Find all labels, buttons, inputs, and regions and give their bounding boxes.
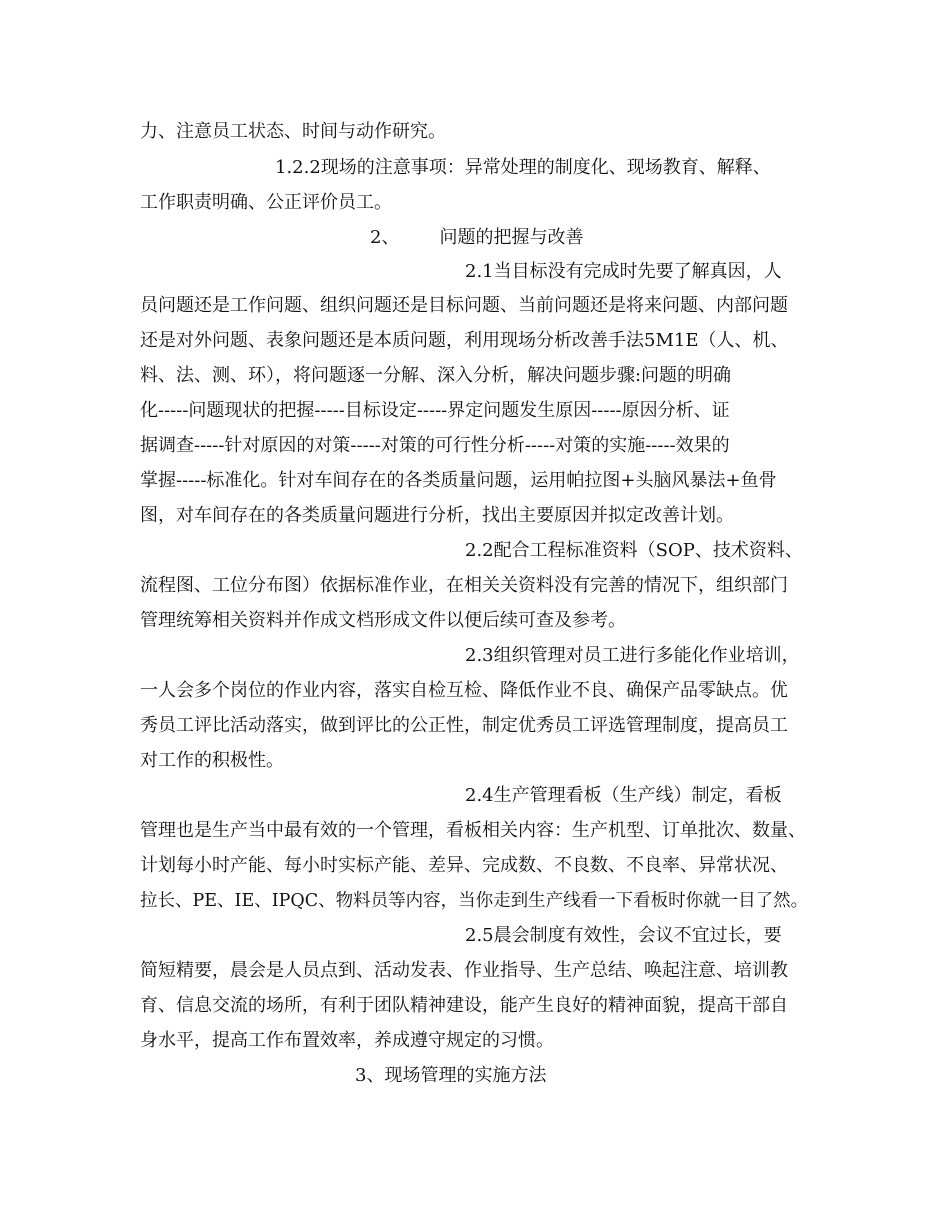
paragraph-line: 2.3组织管理对员工进行多能化作业培训， <box>465 645 800 666</box>
paragraph-line: 1.2.2现场的注意事项：异常处理的制度化、现场教育、解释、 <box>275 157 771 178</box>
paragraph-line: 拉长、PE、IE、IPQC、物料员等内容，当你走到生产线看一下看板时你就一目了然。 <box>140 891 809 911</box>
paragraph-line: 秀员工评比活动落实，做到评比的公正性，制定优秀员工评选管理制度，提高员工 <box>140 715 788 736</box>
section-title: 问题的把握与改善 <box>439 227 584 248</box>
paragraph-line: 身水平，提高工作布置效率，养成遵守规定的习惯。 <box>140 1030 554 1051</box>
paragraph-line: 员问题还是工作问题、组织问题还是目标问题、当前问题还是将来问题、内部问题 <box>140 295 788 316</box>
paragraph-line: 对工作的积极性。 <box>140 750 284 771</box>
section-number: 2、 <box>370 227 400 248</box>
paragraph-line: 一人会多个岗位的作业内容，落实自检互检、降低作业不良、确保产品零缺点。优 <box>140 680 788 701</box>
paragraph-line: 图，对车间存在的各类质量问题进行分析，找出主要原因并拟定改善计划。 <box>140 505 734 526</box>
paragraph-line: 计划每小时产能、每小时实标产能、差异、完成数、不良数、不良率、异常状况、 <box>140 855 788 876</box>
paragraph-line: 2.5晨会制度有效性，会议不宜过长，要 <box>465 925 782 946</box>
paragraph-line: 据调查-----针对原因的对策-----对策的可行性分析-----对策的实施-----效果的 <box>140 435 730 456</box>
paragraph-line: 工作职责明确、公正评价员工。 <box>140 192 392 213</box>
paragraph-line: 化-----问题现状的把握-----目标设定-----界定问题发生原因-----原因分析、证 <box>140 400 730 421</box>
paragraph-line: 料、法、测、环），将问题逐一分解、深入分析，解决问题步骤:问题的明确 <box>140 365 732 386</box>
paragraph-line: 育、信息交流的场所，有利于团队精神建设，能产生良好的精神面貌，提高干部自 <box>140 995 788 1016</box>
paragraph-line: 力、注意员工状态、时间与动作研究。 <box>140 121 446 142</box>
paragraph-line: 2.4生产管理看板（生产线）制定，看板 <box>465 785 782 806</box>
section-heading <box>370 226 583 250</box>
paragraph-line: 还是对外问题、表象问题还是本质问题，利用现场分析改善手法5M1E（人、机、 <box>140 330 789 351</box>
section-heading: 3、现场管理的实施方法 <box>355 1065 547 1086</box>
paragraph-line: 管理统筹相关资料并作成文档形成文件以便后续可查及参考。 <box>140 610 626 631</box>
paragraph-line: 掌握-----标准化。针对车间存在的各类质量问题，运用帕拉图+头脑风暴法+鱼骨 <box>140 470 777 491</box>
paragraph-line: 2.2配合工程标准资料（SOP、技术资料、 <box>465 540 803 561</box>
paragraph-line: 2.1当目标没有完成时先要了解真因，人 <box>465 261 782 282</box>
paragraph-line: 流程图、工位分布图）依据标准作业，在相关关资料没有完善的情况下，组织部门 <box>140 575 788 596</box>
paragraph-line: 简短精要，晨会是人员点到、活动发表、作业指导、生产总结、唤起注意、培训教 <box>140 960 788 981</box>
paragraph-line: 管理也是生产当中最有效的一个管理，看板相关内容：生产机型、订单批次、数量、 <box>140 820 806 841</box>
